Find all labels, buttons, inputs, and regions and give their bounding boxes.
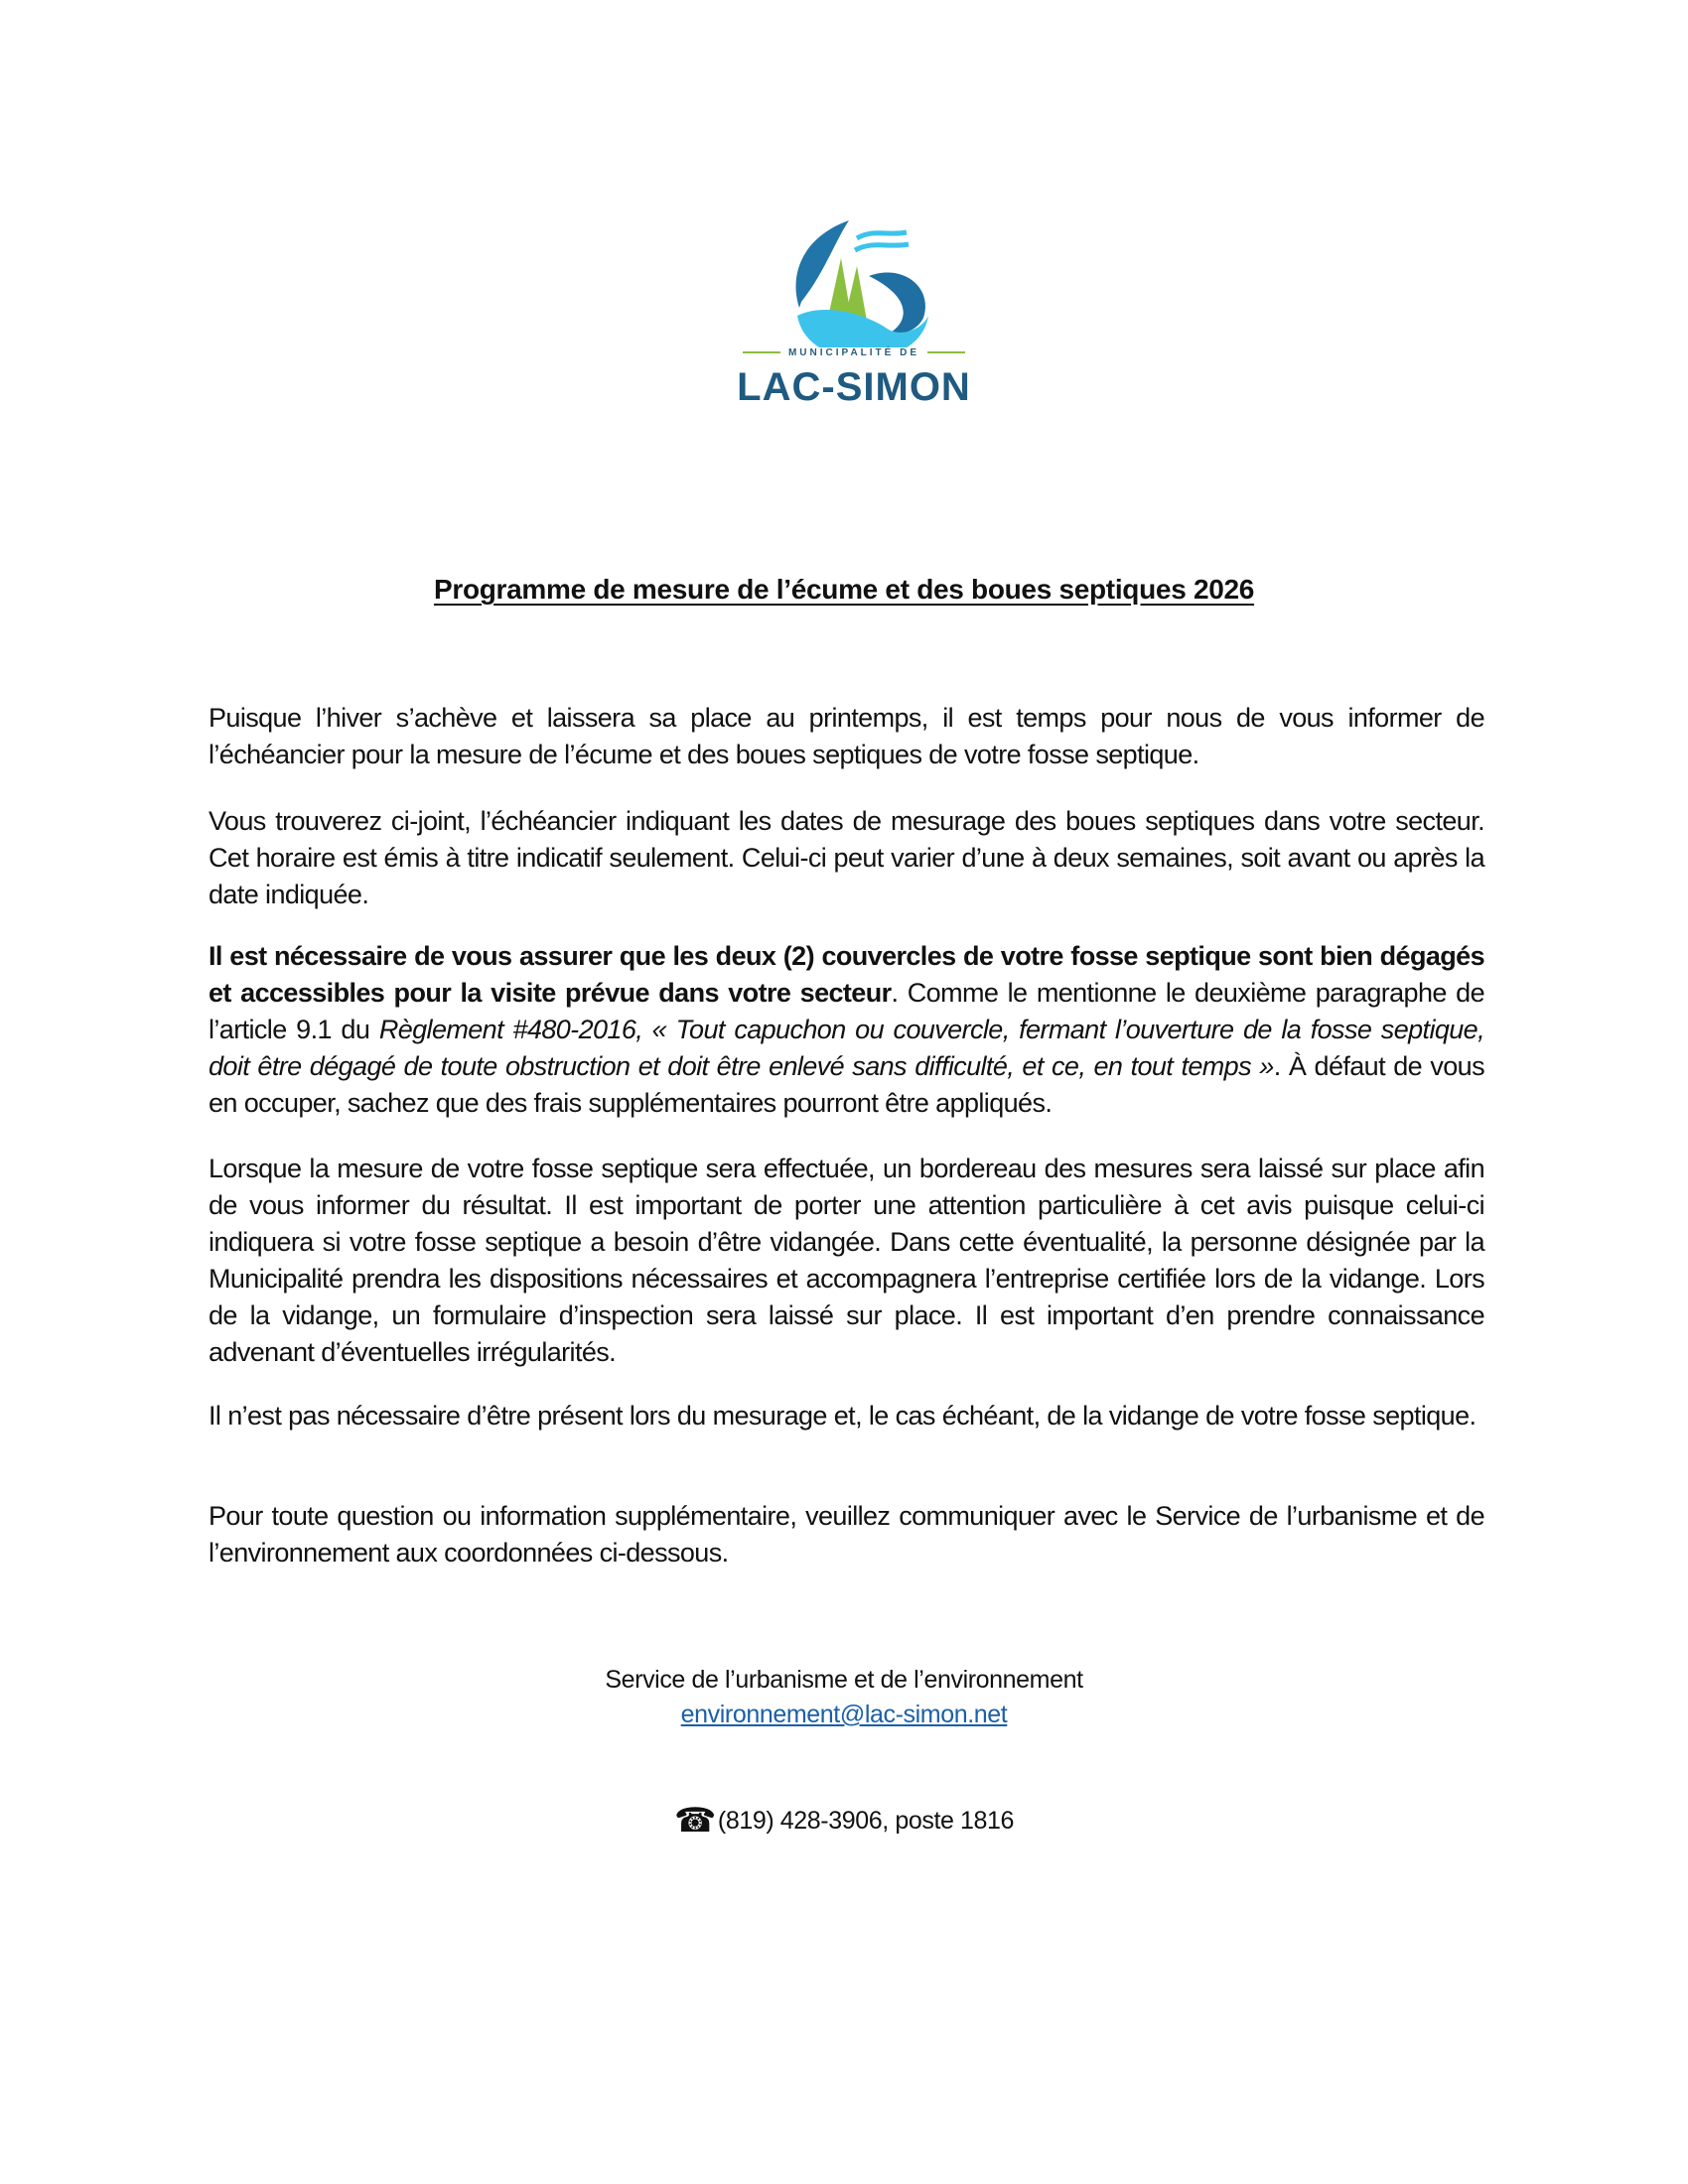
paragraph-lids	[209, 938, 1484, 1122]
email-link[interactable]: environnement@lac-simon.net	[680, 1701, 1008, 1728]
paragraph-text: . À défaut de vous en occuper, sachez que des frais supplémentaires pourront être appliqués.	[209, 1051, 1484, 1118]
contact-service: Service de l’urbanisme et de l’environnement	[605, 1666, 1083, 1694]
paragraph-questions	[209, 1498, 1484, 1571]
paragraph-measurement	[209, 1151, 1484, 1371]
paragraph-text: Puisque l’hiver s’achève et laissera sa place au printemps, il est temps pour nous de vous informer de l’échéancier pour la mesure de l’écume et des boues septiques de votre fosse septique.	[209, 703, 1484, 769]
paragraph-presence	[209, 1398, 1484, 1434]
regulation-quote: Règlement #480-2016, « Tout capuchon ou couvercle, fermant l’ouverture de la fosse septique, doit être dégagé de toute obstruction et doit être enlevé sans difficulté, et ce, en tout temps »	[209, 1015, 1484, 1081]
municipality-logo	[730, 199, 978, 422]
wave-shape	[855, 244, 909, 250]
document-title: Programme de mesure de l’écume et des boues septiques 2026	[433, 574, 1255, 605]
wave-shape	[857, 232, 907, 238]
paragraph-text: Lorsque la mesure de votre fosse septique sera effectuée, un bordereau des mesures sera laissé sur place afin de vous informer du résultat. Il est important de porter une attention particulière à cet avis puisque celui-ci indiquera si votre fosse septique a besoin d’être vidangée. Dans cette éventualité, la personne désignée par la Municipalité prendra les dispositions nécessaires et accompagnera l’entreprise certifiée lors de la vidange. Lors de la vidange, un formulaire d’inspection sera laissé sur place. Il est important d’en prendre connaissance advenant d’éventuelles irrégularités.	[209, 1154, 1484, 1367]
telephone-icon: ☎	[673, 1802, 716, 1840]
contact-phone-row	[0, 1801, 1688, 1841]
contact-email-row	[0, 1701, 1688, 1729]
phone-number: (819) 428-3906, poste 1816	[717, 1807, 1015, 1835]
paragraph-text: Il n’est pas nécessaire d’être présent lors du mesurage et, le cas échéant, de la vidange de votre fosse septique.	[209, 1401, 1477, 1431]
paragraph-bold-text: Il est nécessaire de vous assurer que les deux (2) couvercles de votre fosse septique sont bien dégagés et accessibles pour la visite prévue dans votre secteur	[209, 941, 1484, 1008]
logo-subtitle: MUNICIPALITÉ DE	[730, 347, 978, 358]
paragraph-schedule	[209, 803, 1484, 913]
logo-name: LAC-SIMON	[737, 365, 971, 409]
paragraph-text: . Comme le mentionne le deuxième paragraphe de l’article 9.1 du	[209, 978, 1484, 1044]
paragraph-text: Pour toute question ou information supplémentaire, veuillez communiquer avec le Service de l’urbanisme et de l’environnement aux coordonnées ci-dessous.	[209, 1501, 1484, 1568]
logo-emblem-icon	[730, 199, 978, 347]
paragraph-text: Vous trouverez ci-joint, l’échéancier indiquant les dates de mesurage des boues septiques dans votre secteur. Cet horaire est émis à titre indicatif seulement. Celui-ci peut varier d’une à deux semaines, soit avant ou après la date indiquée.	[209, 806, 1484, 909]
paragraph-intro	[209, 700, 1484, 773]
